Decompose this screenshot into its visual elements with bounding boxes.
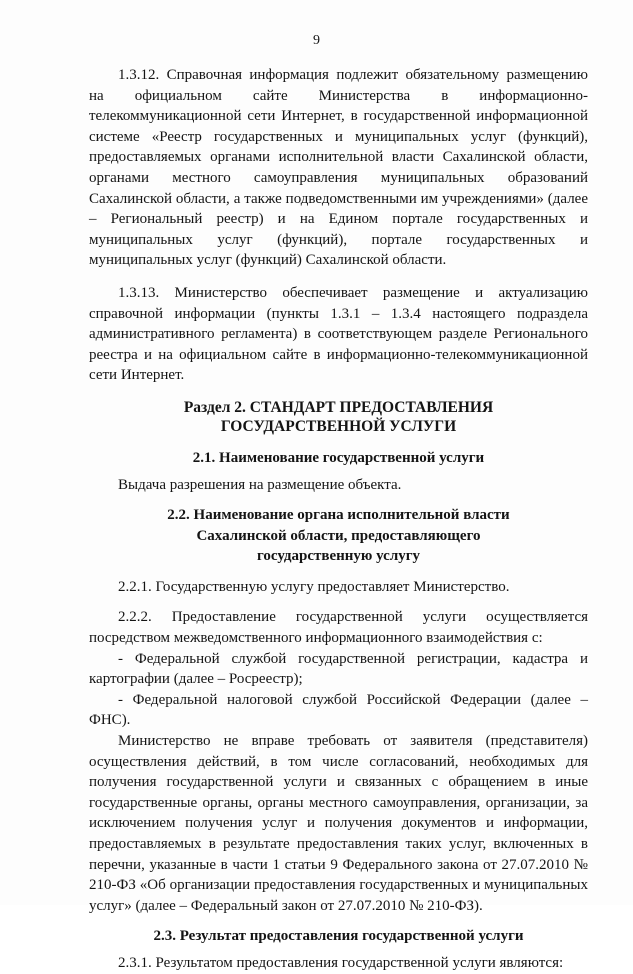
page-number: 9 — [313, 33, 320, 48]
document-body — [89, 65, 588, 974]
paragraph-ministry-restrictions: Министерство не вправе требовать от заявителя (представителя) осуществления действий, в том числе согласований, необходимых для получения государственной услуги и связанных с обращением в иные государственные органы, органы местного самоуправления, организации, за исключением получения услуг и получения документов и информации, предоставляемых в результате предоставления таких услуг, включенных в перечни, указанные в части 1 статьи 9 Федерального закона от 27.07.2010 № 210-ФЗ «Об организации предоставления государственных и муниципальных услуг» (далее – Федеральный закон от 27.07.2010 № 210-ФЗ). — [89, 733, 588, 914]
heading-2-1: 2.1. Наименование государственной услуги — [192, 449, 485, 466]
list-item-fns: - Федеральной налоговой службой Российской Федерации (далее – ФНС). — [89, 691, 588, 729]
paragraph-1-3-12: 1.3.12. Справочная информация подлежит обязательному размещению на официальном сайте Министерства в информационно-телекоммуникационной сети Интернет, в государственной информационной системе «Реестр государственных и муниципальных услуг (функций), предоставляемых органами исполнительной власти Сахалинской области, органами местного самоуправления муниципальных образований Сахалинской области, а также подведомственными им учреждениями» (далее – Региональный реестр) и на Едином портале государственных и муниципальных услуг (функций), портале государственных и муниципальных услуг (функций) Сахалинской области. — [89, 67, 588, 269]
paragraph-2-2-2: 2.2.2. Предоставление государственной услуги осуществляется посредством межведомственного информационного взаимодействия с: — [89, 609, 588, 647]
section-2-heading-line-1: Раздел 2. СТАНДАРТ ПРЕДОСТАВЛЕНИЯ — [183, 398, 494, 416]
heading-2-3: 2.3. Результат предоставления государственной услуги — [153, 928, 524, 945]
paragraph-2-1: Выдача разрешения на размещение объекта. — [118, 476, 402, 493]
section-2-heading — [89, 398, 588, 436]
heading-2-2 — [89, 505, 588, 567]
paragraph-2-3-1: 2.3.1. Результатом предоставления государственной услуги являются: — [118, 954, 564, 971]
section-2-heading-line-2: ГОСУДАРСТВЕННОЙ УСЛУГИ — [220, 417, 457, 435]
paragraph-2-2-1: 2.2.1. Государственную услугу предоставляет Министерство. — [118, 578, 510, 595]
heading-2-2-line-1: 2.2. Наименование органа исполнительной власти — [167, 507, 510, 524]
heading-2-2-line-2: Сахалинской области, предоставляющего — [196, 527, 481, 544]
heading-2-2-line-3: государственную услугу — [256, 548, 421, 565]
list-item-rosreestr: - Федеральной службой государственной регистрации, кадастра и картографии (далее – Росреестр); — [89, 650, 588, 688]
paragraph-1-3-13: 1.3.13. Министерство обеспечивает размещение и актуализацию справочной информации (пункты 1.3.1 – 1.3.4 настоящего подраздела административного регламента) в соответствующем разделе Регионального реестра и на официальном сайте в информационно-телекоммуникационной сети Интернет. — [89, 284, 588, 384]
